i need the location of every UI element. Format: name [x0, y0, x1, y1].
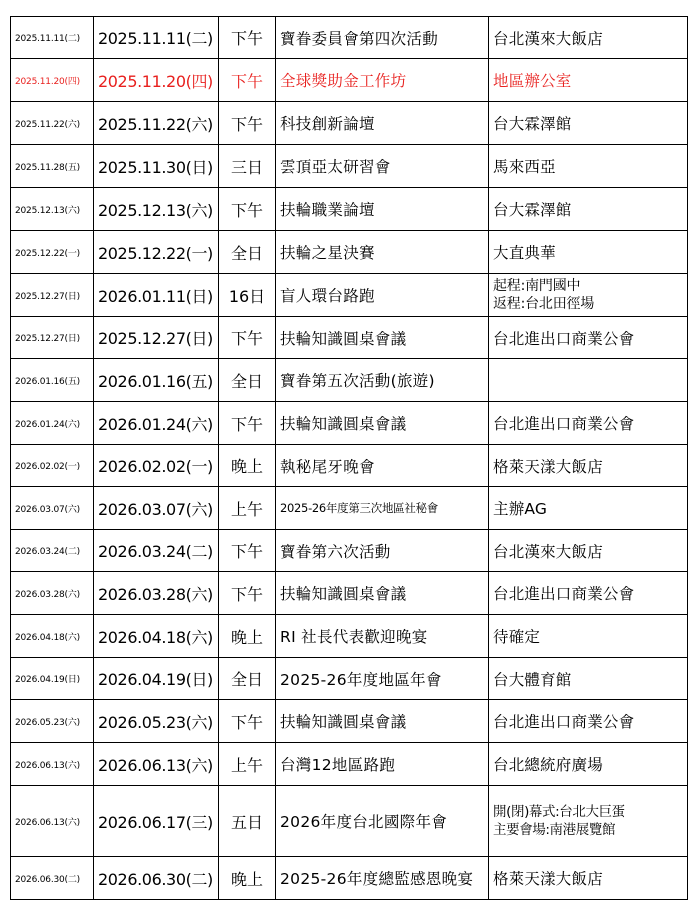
schedule-small-date-cell: 2025.12.27(日): [11, 317, 94, 359]
venue-line: 台大體育館: [493, 670, 572, 689]
event-time-cell: 16日: [219, 274, 276, 317]
event-date-cell: 2026.06.30(二): [94, 857, 219, 900]
table-row: [11, 658, 688, 700]
event-venue-cell: [489, 359, 688, 402]
event-time-cell: 下午: [219, 102, 276, 145]
event-date-cell: 2026.02.02(一): [94, 445, 219, 487]
event-time-cell: 下午: [219, 402, 276, 445]
event-name-cell: 寶眷第五次活動(旅遊): [276, 359, 489, 402]
event-venue-cell: [489, 59, 688, 102]
event-time-cell: 下午: [219, 188, 276, 231]
event-time-cell: 晚上: [219, 857, 276, 900]
schedule-small-date-cell: 2026.01.16(五): [11, 359, 94, 402]
event-date-cell: 2026.06.17(三): [94, 786, 219, 857]
event-venue-cell: [489, 17, 688, 59]
event-time-cell: 全日: [219, 359, 276, 402]
schedule-small-date-cell: 2026.04.19(日): [11, 658, 94, 700]
venue-line: 地區辦公室: [493, 72, 572, 90]
venue-line: 台北進出口商業公會: [493, 713, 635, 731]
schedule-small-date-cell: 2026.03.28(六): [11, 572, 94, 615]
table-row: [11, 402, 688, 445]
schedule-small-date-cell: 2025.12.13(六): [11, 188, 94, 231]
event-name-cell: 2025-26年度總監感恩晚宴: [276, 857, 489, 900]
table-row: [11, 487, 688, 530]
event-name-cell: 盲人環台路跑: [276, 274, 489, 317]
schedule-small-date-cell: 2025.11.20(四): [11, 59, 94, 102]
schedule-small-date-cell: 2026.06.13(六): [11, 786, 94, 857]
schedule-small-date-cell: 2026.04.18(六): [11, 615, 94, 658]
schedule-small-date-cell: 2025.11.28(五): [11, 145, 94, 188]
table-row: [11, 102, 688, 145]
event-date-cell: 2025.11.22(六): [94, 102, 219, 145]
schedule-small-date-cell: 2026.03.07(六): [11, 487, 94, 530]
event-date-cell: 2026.05.23(六): [94, 700, 219, 743]
event-time-cell: 下午: [219, 317, 276, 359]
table-row: [11, 274, 688, 317]
venue-line: 台北進出口商業公會: [493, 585, 635, 603]
event-name-cell: 全球獎助金工作坊: [276, 59, 489, 102]
event-date-cell: 2026.01.16(五): [94, 359, 219, 402]
event-venue-cell: [489, 102, 688, 145]
table-row: [11, 572, 688, 615]
event-venue-cell: [489, 658, 688, 700]
venue-line: 開(閉)幕式:台北大巨蛋: [493, 804, 625, 820]
schedule-small-date-cell: 2025.11.11(二): [11, 17, 94, 59]
event-date-cell: 2026.03.28(六): [94, 572, 219, 615]
table-row: [11, 786, 688, 857]
table-row: [11, 530, 688, 572]
event-name-cell: 寶眷第六次活動: [276, 530, 489, 572]
event-venue-cell: [489, 188, 688, 231]
event-name-cell: 扶輪知識圓桌會議: [276, 402, 489, 445]
event-time-cell: 晚上: [219, 445, 276, 487]
event-time-cell: 三日: [219, 145, 276, 188]
event-date-cell: 2026.03.24(二): [94, 530, 219, 572]
venue-line: 主辦AG: [493, 500, 548, 518]
event-date-cell: 2026.01.24(六): [94, 402, 219, 445]
venue-line: 台北進出口商業公會: [493, 415, 635, 433]
event-time-cell: 晚上: [219, 615, 276, 658]
table-row: [11, 615, 688, 658]
event-venue-cell: [489, 786, 688, 857]
event-name-cell: 扶輪之星決賽: [276, 231, 489, 274]
event-date-cell: 2025.11.11(二): [94, 17, 219, 59]
venue-line: 台北進出口商業公會: [493, 329, 635, 348]
table-row: [11, 359, 688, 402]
event-name-cell: 寶眷委員會第四次活動: [276, 17, 489, 59]
event-name-cell: 2025-26年度第三次地區社秘會: [276, 487, 489, 530]
event-venue-cell: [489, 274, 688, 317]
schedule-small-date-cell: 2026.06.30(二): [11, 857, 94, 900]
event-venue-cell: [489, 402, 688, 445]
event-date-cell: 2026.04.18(六): [94, 615, 219, 658]
venue-line: 返程:台北田徑場: [493, 296, 595, 312]
event-venue-cell: [489, 317, 688, 359]
venue-line: 台大霖澤館: [493, 201, 572, 219]
event-date-cell: 2025.12.27(日): [94, 317, 219, 359]
table-row: [11, 188, 688, 231]
event-name-cell: 扶輪知識圓桌會議: [276, 317, 489, 359]
event-time-cell: 上午: [219, 487, 276, 530]
event-date-cell: 2026.03.07(六): [94, 487, 219, 530]
event-time-cell: 上午: [219, 743, 276, 786]
schedule-small-date-cell: 2025.12.27(日): [11, 274, 94, 317]
schedule-small-date-cell: 2026.03.24(二): [11, 530, 94, 572]
event-date-cell: 2025.12.13(六): [94, 188, 219, 231]
schedule-small-date-cell: 2025.11.22(六): [11, 102, 94, 145]
event-date-cell: 2025.11.20(四): [94, 59, 219, 102]
schedule-small-date-cell: 2026.02.02(一): [11, 445, 94, 487]
event-name-cell: 台灣12地區路跑: [276, 743, 489, 786]
event-name-cell: 扶輪知識圓桌會議: [276, 700, 489, 743]
event-name-cell: 執秘尾牙晚會: [276, 445, 489, 487]
event-venue-cell: [489, 700, 688, 743]
event-time-cell: 五日: [219, 786, 276, 857]
venue-line: 台北總統府廣場: [493, 756, 603, 774]
venue-line: 待確定: [493, 628, 541, 646]
schedule-small-date-cell: 2026.05.23(六): [11, 700, 94, 743]
schedule-small-date-cell: 2026.01.24(六): [11, 402, 94, 445]
schedule-small-date-cell: 2025.12.22(一): [11, 231, 94, 274]
venue-line: 格萊天漾大飯店: [493, 870, 603, 888]
event-name-cell: 扶輪職業論壇: [276, 188, 489, 231]
event-venue-cell: [489, 487, 688, 530]
venue-line: 起程:南門國中: [493, 278, 581, 294]
event-name-cell: 2026年度台北國際年會: [276, 786, 489, 857]
event-venue-cell: [489, 615, 688, 658]
venue-line: 格萊天漾大飯店: [493, 457, 603, 476]
event-time-cell: 全日: [219, 231, 276, 274]
event-date-cell: 2026.06.13(六): [94, 743, 219, 786]
event-name-cell: 2025-26年度地區年會: [276, 658, 489, 700]
table-row: [11, 145, 688, 188]
event-time-cell: 全日: [219, 658, 276, 700]
event-venue-cell: [489, 231, 688, 274]
event-date-cell: 2026.01.11(日): [94, 274, 219, 317]
venue-line: 台北漢來大飯店: [493, 542, 603, 561]
event-name-cell: RI 社長代表歡迎晚宴: [276, 615, 489, 658]
event-venue-cell: [489, 743, 688, 786]
event-time-cell: 下午: [219, 17, 276, 59]
event-venue-cell: [489, 857, 688, 900]
event-name-cell: 扶輪知識圓桌會議: [276, 572, 489, 615]
table-row: [11, 231, 688, 274]
table-row: [11, 743, 688, 786]
schedule-body: [11, 17, 688, 900]
venue-line: 台北漢來大飯店: [493, 29, 603, 48]
event-time-cell: 下午: [219, 59, 276, 102]
table-row: [11, 17, 688, 59]
table-row: [11, 700, 688, 743]
table-row: [11, 857, 688, 900]
event-venue-cell: [489, 572, 688, 615]
event-time-cell: 下午: [219, 572, 276, 615]
event-time-cell: 下午: [219, 700, 276, 743]
event-date-cell: 2026.04.19(日): [94, 658, 219, 700]
schedule-table: [10, 16, 688, 900]
event-venue-cell: [489, 530, 688, 572]
table-row: [11, 317, 688, 359]
event-date-cell: 2025.12.22(一): [94, 231, 219, 274]
venue-line: 主要會場:南港展覽館: [493, 822, 616, 838]
event-date-cell: 2025.11.30(日): [94, 145, 219, 188]
table-row: [11, 59, 688, 102]
venue-line: 台大霖澤館: [493, 115, 572, 133]
event-name-cell: 科技創新論壇: [276, 102, 489, 145]
schedule-small-date-cell: 2026.06.13(六): [11, 743, 94, 786]
venue-line: 大直典華: [493, 244, 556, 262]
table-row: [11, 445, 688, 487]
event-venue-cell: [489, 145, 688, 188]
venue-line: 馬來西亞: [493, 158, 556, 176]
event-name-cell: 雲頂亞太研習會: [276, 145, 489, 188]
event-venue-cell: [489, 445, 688, 487]
event-time-cell: 下午: [219, 530, 276, 572]
